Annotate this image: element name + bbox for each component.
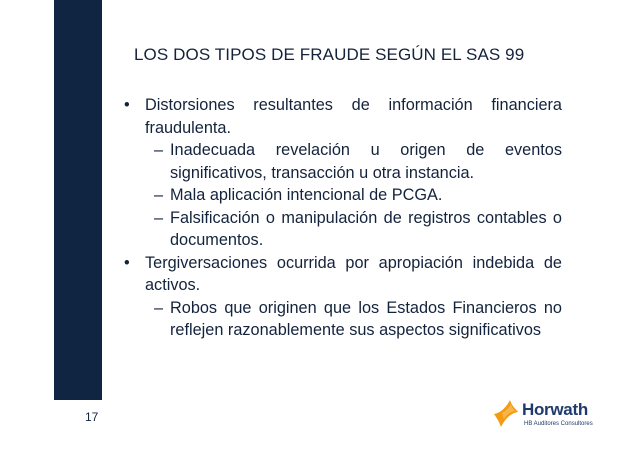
side-bar <box>54 0 102 400</box>
sub-item: – Mala aplicación intencional de PCGA. <box>120 184 562 207</box>
slide-title: LOS DOS TIPOS DE FRAUDE SEGÚN EL SAS 99 <box>134 45 525 64</box>
bullet-item: • Distorsiones resultantes de información financiera fraudulenta. <box>120 94 562 139</box>
page-number: 17 <box>85 410 99 424</box>
logo-name: Horwath <box>522 400 588 419</box>
sub-item: – Falsificación o manipulación de registros contables o documentos. <box>120 207 562 252</box>
slide-content <box>120 94 562 342</box>
logo-mark-icon <box>492 399 520 429</box>
bullet-item: • Tergiversaciones ocurrida por apropiación indebida de activos. <box>120 252 562 297</box>
sub-item: – Inadecuada revelación u origen de eventos significativos, transacción u otra instancia. <box>120 139 562 184</box>
logo-subtitle: HB Auditores Consultores <box>524 421 593 427</box>
sub-item: – Robos que originen que los Estados Financieros no reflejen razonablemente sus aspectos significativos <box>120 297 562 342</box>
horwath-logo <box>492 399 602 433</box>
